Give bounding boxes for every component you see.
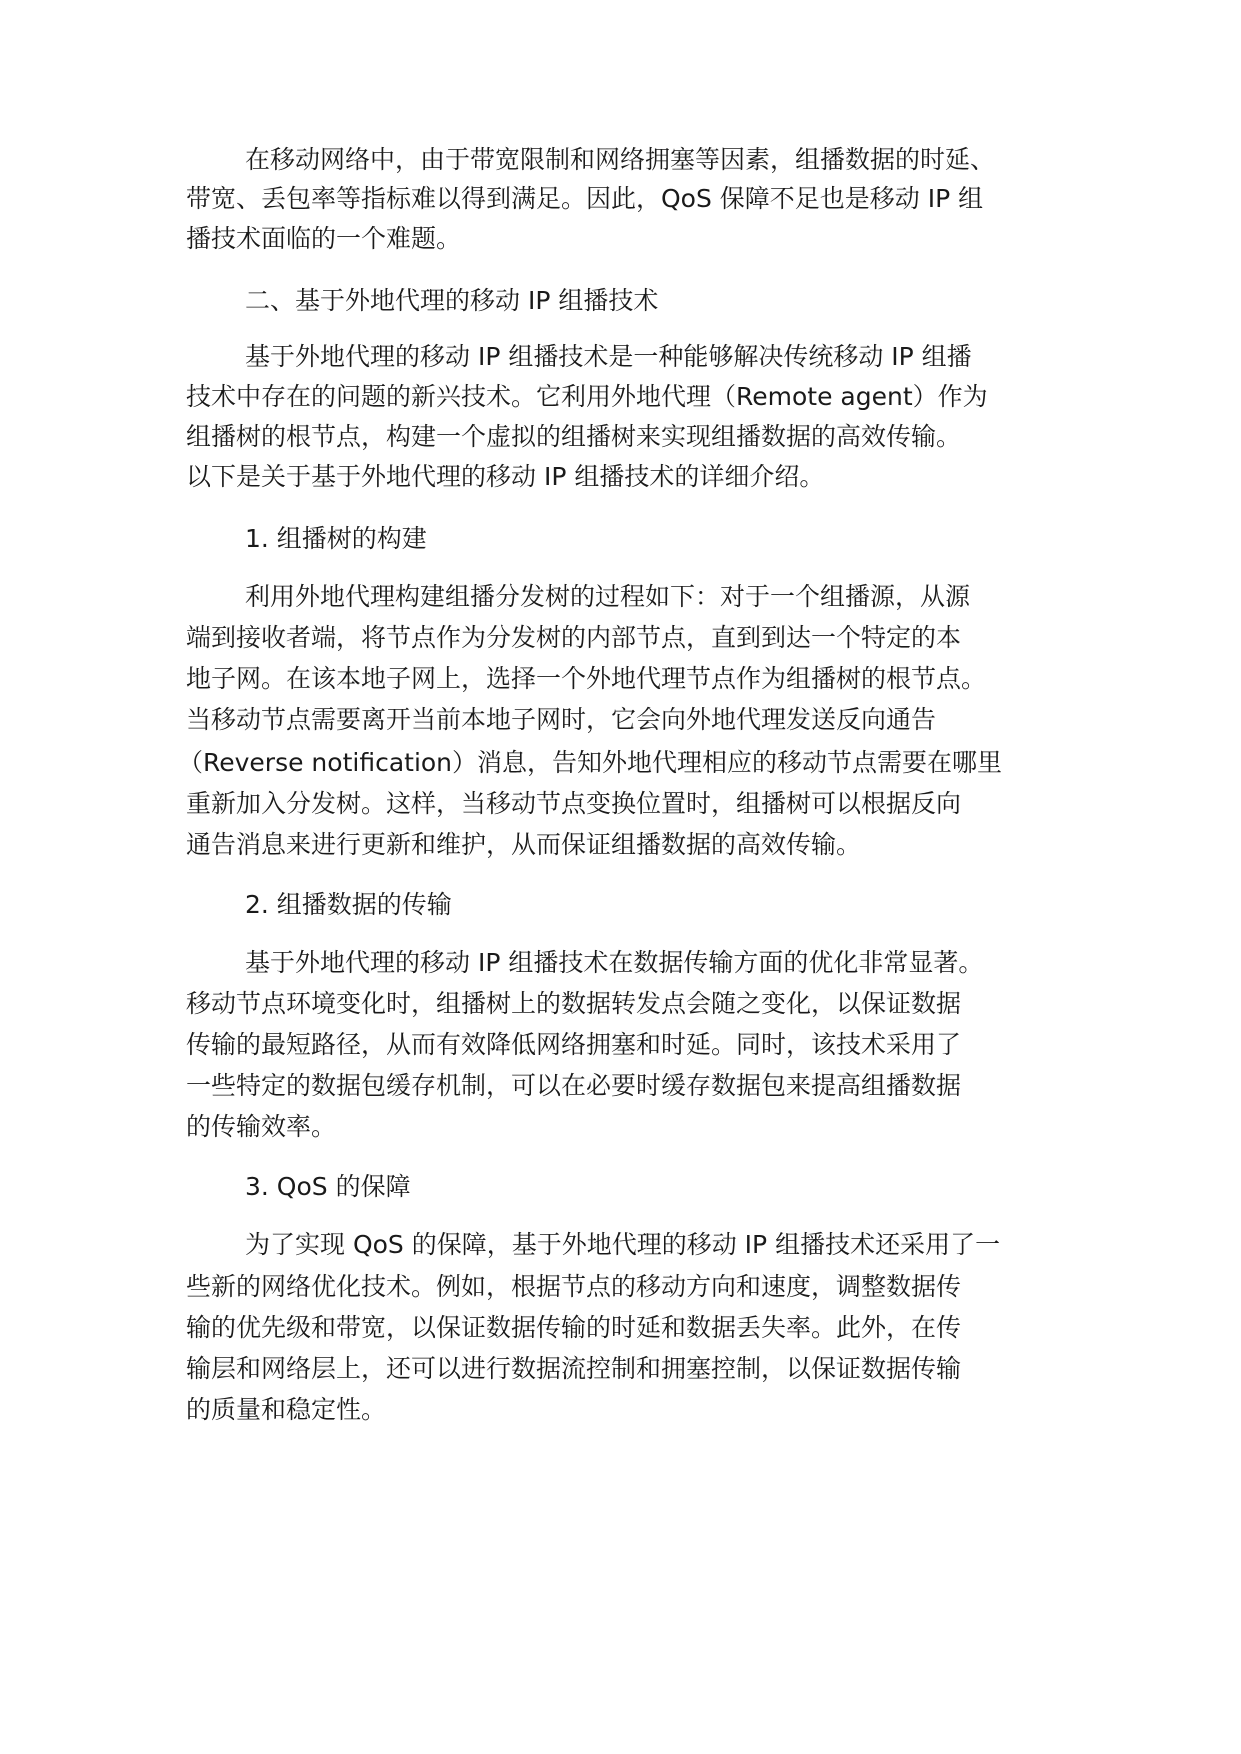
subheading-2: 2. 组播数据的传输	[245, 890, 452, 919]
paragraph-3-line-5: （Reverse notification）消息，告知外地代理相应的移动节点需要在哪里	[178, 748, 1003, 777]
paragraph-3-line-1: 利用外地代理构建组播分发树的过程如下：对于一个组播源，从源	[245, 582, 971, 611]
paragraph-2-line-3: 组播树的根节点，构建一个虚拟的组播树来实现组播数据的高效传输。	[186, 422, 962, 451]
section-heading-2: 二、基于外地代理的移动 IP 组播技术	[245, 286, 659, 315]
paragraph-1-line-2: 带宽、丢包率等指标难以得到满足。因此，QoS 保障不足也是移动 IP 组	[186, 184, 984, 213]
paragraph-2-line-1: 基于外地代理的移动 IP 组播技术是一种能够解决传统移动 IP 组播	[245, 342, 972, 371]
paragraph-3-line-6: 重新加入分发树。这样，当移动节点变换位置时，组播树可以根据反向	[186, 789, 962, 818]
subheading-3: 3. QoS 的保障	[245, 1172, 411, 1201]
paragraph-4-line-2: 移动节点环境变化时，组播树上的数据转发点会随之变化，以保证数据	[186, 989, 962, 1018]
paragraph-5-line-4: 输层和网络层上，还可以进行数据流控制和拥塞控制，以保证数据传输	[186, 1354, 962, 1383]
paragraph-5-line-2: 些新的网络优化技术。例如，根据节点的移动方向和速度，调整数据传	[186, 1272, 962, 1301]
subheading-1: 1. 组播树的构建	[245, 524, 427, 553]
paragraph-1-line-1: 在移动网络中，由于带宽限制和网络拥塞等因素，组播数据的时延、	[245, 145, 996, 174]
paragraph-1-line-3: 播技术面临的一个难题。	[186, 224, 462, 253]
paragraph-4-line-1: 基于外地代理的移动 IP 组播技术在数据传输方面的优化非常显著。	[245, 948, 984, 977]
paragraph-3-line-2: 端到接收者端，将节点作为分发树的内部节点，直到到达一个特定的本	[186, 623, 962, 652]
paragraph-2-line-2: 技术中存在的问题的新兴技术。它利用外地代理（Remote agent）作为	[186, 382, 988, 411]
paragraph-5-line-1: 为了实现 QoS 的保障，基于外地代理的移动 IP 组播技术还采用了一	[245, 1230, 1001, 1259]
paragraph-5-line-5: 的质量和稳定性。	[186, 1395, 387, 1424]
paragraph-2-line-4: 以下是关于基于外地代理的移动 IP 组播技术的详细介绍。	[186, 462, 825, 491]
paragraph-4-line-3: 传输的最短路径，从而有效降低网络拥塞和时延。同时，该技术采用了	[186, 1030, 962, 1059]
paragraph-5-line-3: 输的优先级和带宽，以保证数据传输的时延和数据丢失率。此外，在传	[186, 1313, 962, 1342]
paragraph-3-line-7: 通告消息来进行更新和维护，从而保证组播数据的高效传输。	[186, 830, 862, 859]
paragraph-4-line-5: 的传输效率。	[186, 1112, 337, 1141]
paragraph-3-line-4: 当移动节点需要离开当前本地子网时，它会向外地代理发送反向通告	[186, 705, 937, 734]
paragraph-3-line-3: 地子网。在该本地子网上，选择一个外地代理节点作为组播树的根节点。	[186, 664, 987, 693]
paragraph-4-line-4: 一些特定的数据包缓存机制，可以在必要时缓存数据包来提高组播数据	[186, 1071, 962, 1100]
